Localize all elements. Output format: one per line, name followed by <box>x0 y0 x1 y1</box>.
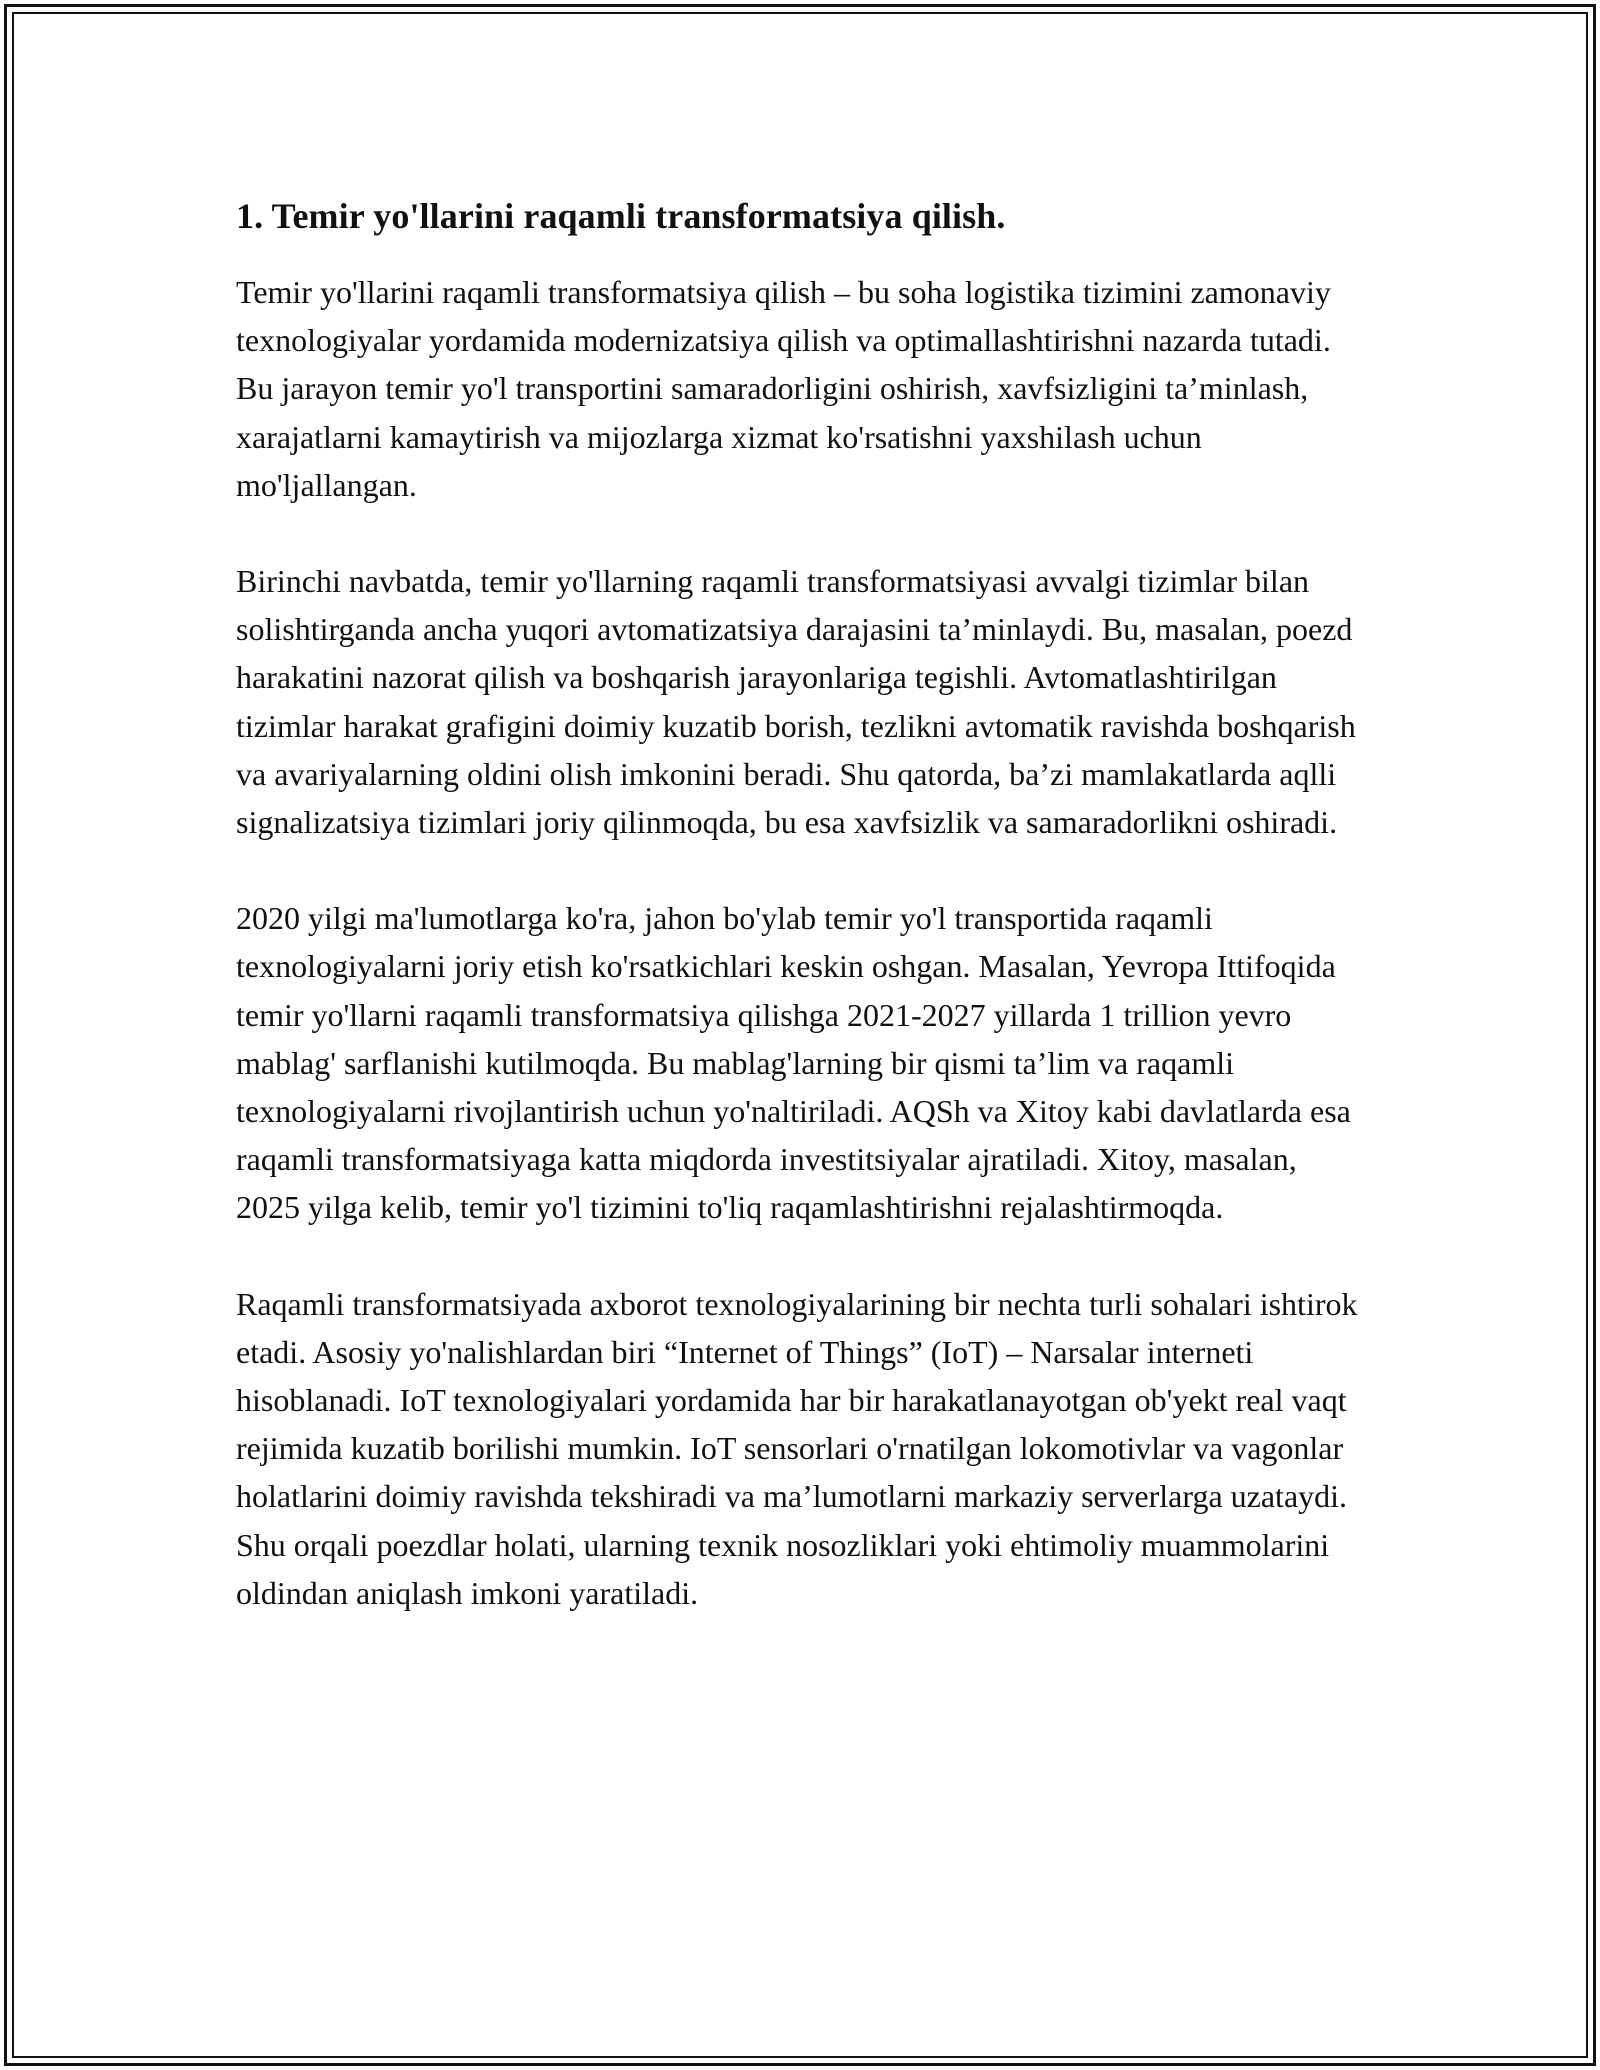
section-heading: 1. Temir yo'llarini raqamli transformatsiya qilish. <box>236 196 1006 236</box>
paragraph-investment: 2020 yilgi ma'lumotlarga ko'ra, jahon bo'ylab temir yo'l transportida raqamli texnologiyalarni joriy etish ko'rsatkichlari keskin oshgan. Masalan, Yevropa Ittifoqida temir yo'llarni raqamli transformatsiya qilishga 2021-2027 yillarda 1 trillion yevro mablag' sarflanishi kutilmoqda. Bu mablag'larning bir qismi ta’lim va raqamli texnologiyalarni rivojlantirish uchun yo'naltiriladi. AQSh va Xitoy kabi davlatlarda esa raqamli transformatsiyaga katta miqdorda investitsiyalar ajratiladi. Xitoy, masalan, 2025 yilga kelib, temir yo'l tizimini to'liq raqamlashtirishni rejalashtirmoqda. <box>236 900 1351 1226</box>
document-body <box>236 190 1366 1665</box>
paragraph-automation: Birinchi navbatda, temir yo'llarning raqamli transformatsiyasi avvalgi tizimlar bilan solishtirganda ancha yuqori avtomatizatsiya darajasini ta’minlaydi. Bu, masalan, poezd harakatini nazorat qilish va boshqarish jarayonlariga tegishli. Avtomatlashtirilgan tizimlar harakat grafigini doimiy kuzatib borish, tezlikni avtomatik ravishda boshqarish va avariyalarning oldini olish imkonini beradi. Shu qatorda, ba’zi mamlakatlarda aqlli signalizatsiya tizimlari joriy qilinmoqda, bu esa xavfsizlik va samaradorlikni oshiradi. <box>236 563 1356 841</box>
paragraph-intro: Temir yo'llarini raqamli transformatsiya qilish – bu soha logistika tizimini zamonaviy texnologiyalar yordamida modernizatsiya qilish va optimallashtirishni nazarda tutadi. Bu jarayon temir yo'l transportini samaradorligini oshirish, xavfsizligini ta’minlash, xarajatlarni kamaytirish va mijozlarga xizmat ko'rsatishni yaxshilash uchun mo'ljallangan. <box>236 274 1331 503</box>
paragraph-iot: Raqamli transformatsiyada axborot texnologiyalarining bir nechta turli sohalari ishtirok etadi. Asosiy yo'nalishlardan biri “Internet of Things” (IoT) – Narsalar interneti hisoblanadi. IoT texnologiyalari yordamida har bir harakatlanayotgan ob'yekt real vaqt rejimida kuzatib borilishi mumkin. IoT sensorlari o'rnatilgan lokomotivlar va vagonlar holatlarini doimiy ravishda tekshiradi va ma’lumotlarni markaziy serverlarga uzataydi. Shu orqali poezdlar holati, ularning texnik nosozliklari yoki ehtimoliy muammolarini oldindan aniqlash imkoni yaratiladi. <box>236 1285 1358 1611</box>
